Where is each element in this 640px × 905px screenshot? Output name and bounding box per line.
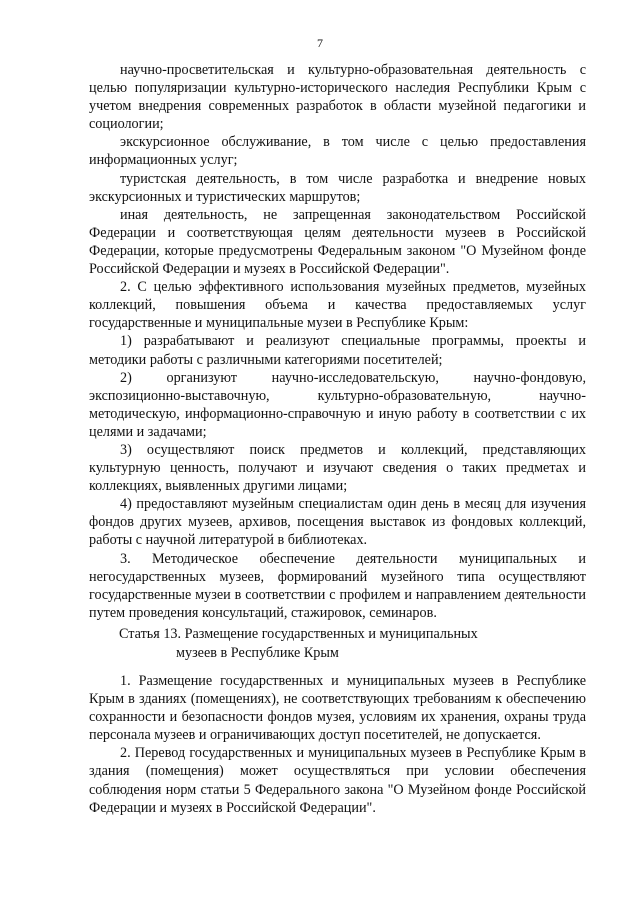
paragraph: 3. Методическое обеспечение деятельности муниципальных и негосударственных музеев, формирований музейного типа осуществляют государственные музеи в соответствии с профилем и направлением деятельности путем проведения консультаций, стажировок, семинаров. <box>89 550 586 621</box>
article-body <box>89 672 586 817</box>
paragraph: 3) осуществляют поиск предметов и коллекций, представляющих культурную ценность, получают и изучают сведения о таких предметах и коллекциях, выявленных другими лицами; <box>89 441 586 495</box>
paragraph: туристская деятельность, в том числе разработка и внедрение новых экскурсионных и туристических маршрутов; <box>89 170 586 205</box>
article-heading <box>119 625 559 662</box>
paragraph: 4) предоставляют музейным специалистам один день в месяц для изучения фондов других музеев, архивов, посещения выставок из фондовых коллекций, работы с научной литературой в библиотеках. <box>89 496 586 549</box>
article-heading-line2: музеев в Республике Крым <box>176 644 339 661</box>
paragraph: 1. Размещение государственных и муниципальных музеев в Республике Крым в зданиях (помещениях), не соответствующих требованиям к обеспечению сохранности и безопасности фондов музея, условиям их хранения, охраны труда персонала музеев и ограничивающих доступ посетителей, не допускается. <box>89 673 586 744</box>
paragraph: 2. Перевод государственных и муниципальных музеев в Республике Крым в здания (помещения) может осуществляться при условии обеспечения соблюдения норм статьи 5 Федерального закона "О Музейном фонде Российской Федерации и музеях в Российской Федерации". <box>89 745 586 816</box>
page-number: 7 <box>317 36 323 50</box>
paragraph: экскурсионное обслуживание, в том числе с целью предоставления информационных услуг; <box>89 134 586 169</box>
paragraph: научно-просветительская и культурно-образовательная деятельность с целью популяризации культурно-исторического наследия Республики Крым с учетом внедрения современных разработок в области музейной педагогики и социологии; <box>89 62 586 133</box>
paragraph: 2) организуют научно-исследовательскую, научно-фондовую, экспозиционно-выставочную, культурно-образовательную, научно-методическую, информационно-справочную и иную работу в соответствии с их целями и задачами; <box>89 369 586 440</box>
body-text <box>89 61 586 622</box>
paragraph: иная деятельность, не запрещенная законодательством Российской Федерации и соответствующая целям деятельности музеев в Российской Федерации, которые предусмотрены Федеральным законом "О Музейном фонде Российской Федерации и музеях в Российской Федерации". <box>89 206 586 278</box>
paragraph: 1) разрабатывают и реализуют специальные программы, проекты и методики работы с различными категориями посетителей; <box>89 333 586 368</box>
article-heading-line1: Статья 13. Размещение государственных и муниципальных <box>119 626 478 642</box>
paragraph: 2. С целью эффективного использования музейных предметов, музейных коллекций, повышения объема и качества предоставляемых услуг государственные и муниципальные музеи в Республике Крым: <box>89 279 586 332</box>
